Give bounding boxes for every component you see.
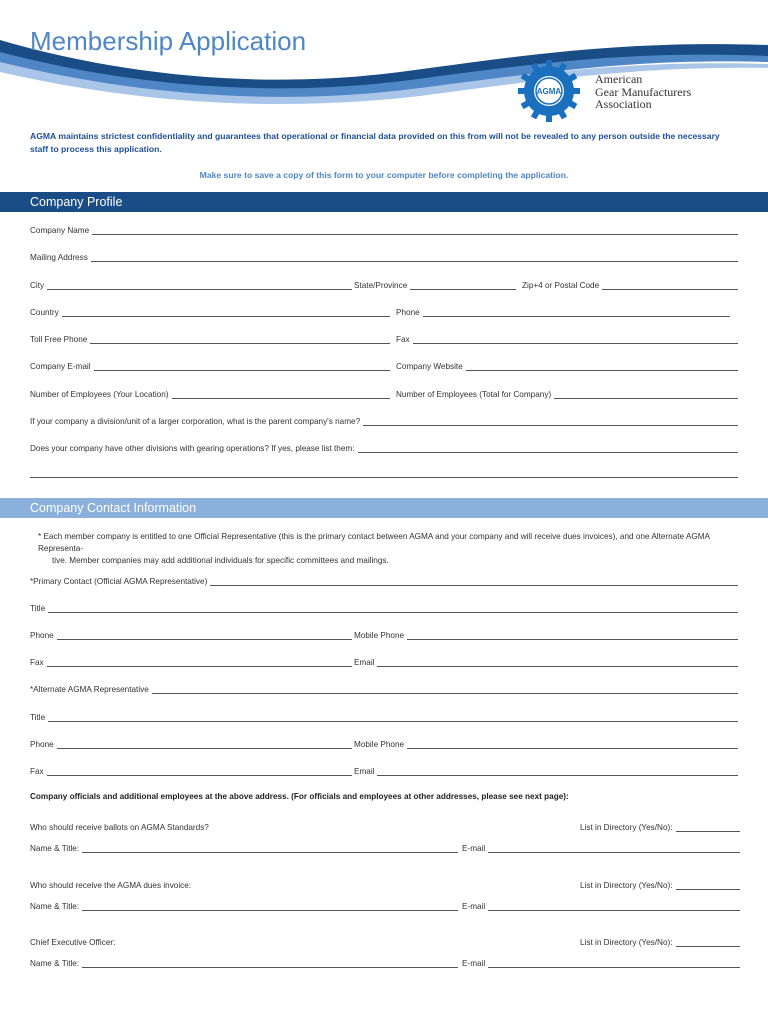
section-company-contact: Company Contact Information (0, 498, 768, 518)
row-primary-phone (30, 628, 738, 642)
row-country-phone (30, 305, 738, 319)
alternate-mobile-phone-field[interactable]: Mobile Phone (354, 737, 738, 749)
country-field[interactable]: Country (30, 305, 390, 317)
primary-contact-field[interactable]: *Primary Contact (Official AGMA Representative) (30, 574, 738, 586)
row-primary-contact (30, 574, 738, 588)
invoice-question-label: Who should receive the AGMA dues invoice: (30, 881, 192, 890)
row-parent-company (30, 414, 738, 428)
officials-heading: Company officials and additional employees at the above address. (For officials and employees at other addresses, please see next page): (30, 792, 569, 801)
row-ceo-question (30, 935, 740, 949)
ballots-directory-field[interactable]: List in Directory (Yes/No): (580, 820, 740, 832)
company-website-field[interactable]: Company Website (396, 359, 738, 371)
representative-note: * Each member company is entitled to one Official Representative (this is the primary contact between AGMA and your company and will receive dues invoices), and one Alternate AGMA Representa- tive. Member companies may add additional individuals for specific committees and mailings. (38, 532, 710, 565)
row-company-name (30, 223, 738, 237)
ballots-name-title-field[interactable]: Name & Title: (30, 841, 458, 853)
save-copy-note: Make sure to save a copy of this form to your computer before completing the application. (199, 170, 569, 180)
row-ballots-question (30, 820, 740, 834)
ballots-question-label: Who should receive ballots on AGMA Standards? (30, 823, 209, 832)
logo-text: AGMA (536, 87, 562, 96)
row-city-state-zip (30, 278, 738, 292)
row-other-divisions-continued (30, 466, 738, 480)
company-email-field[interactable]: Company E-mail (30, 359, 390, 371)
primary-phone-field[interactable]: Phone (30, 628, 352, 640)
header (0, 0, 768, 125)
row-alternate-rep (30, 682, 738, 696)
row-primary-title (30, 601, 738, 615)
row-alternate-phone (30, 737, 738, 751)
row-ballots-name (30, 841, 740, 855)
row-employees (30, 387, 738, 401)
ceo-name-title-field[interactable]: Name & Title: (30, 956, 458, 968)
mailing-address-field[interactable]: Mailing Address (30, 250, 738, 262)
row-email-website (30, 359, 738, 373)
primary-fax-field[interactable]: Fax (30, 655, 352, 667)
row-ceo-name (30, 956, 740, 970)
row-alternate-fax (30, 764, 738, 778)
other-divisions-continued-field[interactable] (30, 466, 738, 478)
other-divisions-field[interactable]: Does your company have other divisions with gearing operations? If yes, please list them: (30, 441, 738, 453)
primary-title-field[interactable]: Title (30, 601, 738, 613)
fax-field[interactable]: Fax (396, 332, 738, 344)
page-title: Membership Application (30, 26, 307, 56)
organization-name: American Gear Manufacturers Association (595, 72, 692, 111)
ceo-question-label: Chief Executive Officer: (30, 938, 116, 947)
invoice-email-field[interactable]: E-mail (462, 899, 740, 911)
invoice-directory-field[interactable]: List in Directory (Yes/No): (580, 878, 740, 890)
primary-email-field[interactable]: Email (354, 655, 738, 667)
section-company-profile: Company Profile (0, 192, 768, 212)
confidentiality-notice: AGMA maintains strictest confidentiality and guarantees that operational or financial data provided on this from will not be revealed to any person outside the necessary staff to process this application. (30, 131, 720, 154)
row-primary-fax (30, 655, 738, 669)
ceo-directory-field[interactable]: List in Directory (Yes/No): (580, 935, 740, 947)
row-invoice-name (30, 899, 740, 913)
agma-gear-logo-icon (516, 58, 582, 124)
phone-field[interactable]: Phone (396, 305, 730, 317)
city-field[interactable]: City (30, 278, 352, 290)
primary-mobile-phone-field[interactable]: Mobile Phone (354, 628, 738, 640)
row-other-divisions (30, 441, 738, 455)
row-alternate-title (30, 710, 738, 724)
ceo-email-field[interactable]: E-mail (462, 956, 740, 968)
row-mailing-address (30, 250, 738, 264)
alternate-email-field[interactable]: Email (354, 764, 738, 776)
row-tollfree-fax (30, 332, 738, 346)
toll-free-phone-field[interactable]: Toll Free Phone (30, 332, 390, 344)
alternate-title-field[interactable]: Title (30, 710, 738, 722)
alternate-phone-field[interactable]: Phone (30, 737, 352, 749)
zip-field[interactable]: Zip+4 or Postal Code (522, 278, 738, 290)
row-invoice-question (30, 878, 740, 892)
parent-company-field[interactable]: If your company a division/unit of a larger corporation, what is the parent company's name? (30, 414, 738, 426)
alternate-fax-field[interactable]: Fax (30, 764, 352, 776)
invoice-name-title-field[interactable]: Name & Title: (30, 899, 458, 911)
employees-location-field[interactable]: Number of Employees (Your Location) (30, 387, 390, 399)
ballots-email-field[interactable]: E-mail (462, 841, 740, 853)
alternate-rep-field[interactable]: *Alternate AGMA Representative (30, 682, 738, 694)
company-name-field[interactable]: Company Name (30, 223, 738, 235)
employees-total-field[interactable]: Number of Employees (Total for Company) (396, 387, 738, 399)
state-field[interactable]: State/Province (354, 278, 516, 290)
